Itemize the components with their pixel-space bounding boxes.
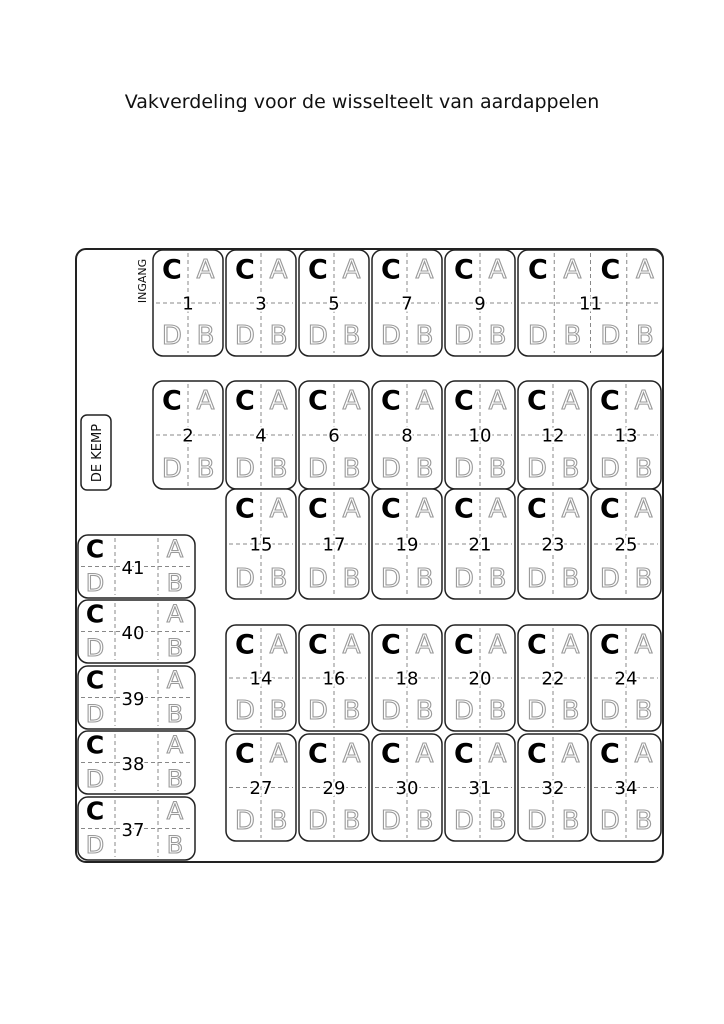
- quadrant-d-letter: D: [380, 321, 401, 351]
- quadrant-d-letter: D: [526, 806, 547, 836]
- plot-number: 17: [322, 534, 346, 556]
- quadrant-d-letter: D: [380, 696, 401, 726]
- quadrant-c-letter: C: [234, 385, 255, 417]
- plot-number: 18: [395, 668, 419, 690]
- quadrant-c-letter: C: [599, 493, 620, 525]
- quadrant-a-letter: A: [561, 630, 580, 660]
- quadrant-d-letter: D: [599, 564, 620, 594]
- quadrant-a-letter: A: [342, 494, 361, 524]
- quadrant-d-letter: D: [85, 700, 105, 728]
- quadrant-b-letter: B: [415, 564, 434, 594]
- quadrant-b-letter: B: [342, 321, 361, 351]
- quadrant-d-letter: D: [453, 321, 474, 351]
- plot-number: 19: [395, 534, 419, 556]
- plot-21: [445, 489, 515, 599]
- quadrant-a-letter: A: [488, 255, 507, 285]
- plot-number: 12: [541, 425, 565, 447]
- plot-number: 2: [182, 425, 194, 447]
- quadrant-a-letter: A: [342, 630, 361, 660]
- plot-number: 27: [249, 778, 273, 799]
- plot-40: [78, 600, 195, 664]
- quadrant-b-letter: B: [488, 696, 507, 726]
- plot-38: [78, 731, 195, 795]
- quadrant-b-letter: B: [196, 454, 215, 484]
- quadrant-a-letter: A: [269, 255, 288, 285]
- quadrant-d-letter: D: [161, 454, 182, 484]
- plot-6: [299, 381, 369, 489]
- quadrant-d-letter: D: [234, 564, 255, 594]
- quadrant-a-letter: A: [561, 494, 580, 524]
- quadrant-b-letter: B: [342, 806, 361, 836]
- quadrant-a-letter: A: [166, 797, 184, 825]
- quadrant-b-letter: B: [488, 321, 507, 351]
- plot-number: 38: [121, 754, 145, 775]
- quadrant-c-letter: C: [85, 665, 105, 695]
- quadrant-a-letter: A: [488, 386, 507, 416]
- quadrant-c-letter: C: [85, 534, 105, 564]
- quadrant-b-letter: B: [342, 564, 361, 594]
- plot-number: 5: [328, 293, 340, 315]
- quadrant-c-letter: C: [161, 254, 182, 286]
- quadrant-a-letter: A: [415, 255, 434, 285]
- quadrant-b-letter: B: [269, 806, 288, 836]
- quadrant-b-letter: B: [342, 696, 361, 726]
- plot-23: [518, 489, 588, 599]
- quadrant-a-letter: A: [415, 386, 434, 416]
- plot-number: 11: [579, 293, 602, 315]
- quadrant-a-letter: A: [563, 255, 582, 285]
- plot-19: [372, 489, 442, 599]
- quadrant-b-letter: B: [269, 454, 288, 484]
- plot-41: [78, 535, 195, 599]
- quadrant-c-letter: C: [234, 738, 255, 770]
- quadrant-c-letter: C: [600, 254, 621, 286]
- quadrant-c-letter: C: [380, 493, 401, 525]
- plot-32: [518, 734, 588, 841]
- quadrant-b-letter: B: [269, 696, 288, 726]
- plot-11: [518, 250, 663, 356]
- plot-20: [445, 625, 515, 731]
- quadrant-a-letter: A: [342, 739, 361, 769]
- quadrant-c-letter: C: [161, 385, 182, 417]
- plot-number: 8: [401, 425, 413, 447]
- quadrant-a-letter: A: [634, 494, 653, 524]
- plot-27: [226, 734, 296, 841]
- quadrant-a-letter: A: [269, 386, 288, 416]
- quadrant-d-letter: D: [234, 321, 255, 351]
- quadrant-d-letter: D: [600, 321, 621, 351]
- quadrant-d-letter: D: [85, 569, 105, 597]
- quadrant-c-letter: C: [380, 254, 401, 286]
- plot-number: 24: [614, 668, 638, 690]
- plot-13: [591, 381, 661, 489]
- plot-31: [445, 734, 515, 841]
- plot-7: [372, 250, 442, 356]
- quadrant-c-letter: C: [234, 493, 255, 525]
- quadrant-a-letter: A: [488, 630, 507, 660]
- plot-2: [153, 381, 223, 489]
- plot-37: [78, 797, 195, 861]
- quadrant-c-letter: C: [234, 254, 255, 286]
- quadrant-a-letter: A: [415, 630, 434, 660]
- quadrant-c-letter: C: [599, 385, 620, 417]
- quadrant-c-letter: C: [526, 629, 547, 661]
- quadrant-a-letter: A: [342, 255, 361, 285]
- quadrant-b-letter: B: [166, 569, 184, 597]
- quadrant-a-letter: A: [634, 386, 653, 416]
- plot-39: [78, 666, 195, 730]
- quadrant-d-letter: D: [85, 831, 105, 859]
- plot-number: 22: [541, 668, 565, 690]
- plot-number: 34: [614, 778, 638, 799]
- plot-number: 20: [468, 668, 492, 690]
- quadrant-c-letter: C: [453, 493, 474, 525]
- plot-24: [591, 625, 661, 731]
- plot-number: 21: [468, 534, 492, 556]
- quadrant-c-letter: C: [380, 385, 401, 417]
- quadrant-d-letter: D: [380, 564, 401, 594]
- plot-number: 30: [395, 778, 419, 799]
- quadrant-d-letter: D: [307, 454, 328, 484]
- quadrant-b-letter: B: [166, 831, 184, 859]
- quadrant-d-letter: D: [599, 806, 620, 836]
- entrance-label: INGANG: [136, 258, 149, 304]
- quadrant-d-letter: D: [234, 696, 255, 726]
- plot-number: 10: [468, 425, 492, 447]
- quadrant-d-letter: D: [234, 454, 255, 484]
- quadrant-b-letter: B: [342, 454, 361, 484]
- plot-number: 9: [474, 293, 486, 315]
- quadrant-a-letter: A: [269, 739, 288, 769]
- quadrant-d-letter: D: [453, 454, 474, 484]
- plot-1: [153, 250, 223, 356]
- plot-number: 32: [541, 778, 565, 799]
- plot-number: 13: [614, 425, 638, 447]
- plot-18: [372, 625, 442, 731]
- quadrant-c-letter: C: [453, 385, 474, 417]
- quadrant-a-letter: A: [488, 739, 507, 769]
- plot-10: [445, 381, 515, 489]
- plot-number: 29: [322, 778, 346, 799]
- plot-16: [299, 625, 369, 731]
- plot-number: 6: [328, 425, 340, 447]
- quadrant-c-letter: C: [599, 738, 620, 770]
- quadrant-b-letter: B: [634, 564, 653, 594]
- page-title: Vakverdeling voor de wisselteelt van aardappelen: [124, 91, 600, 113]
- plot-34: [591, 734, 661, 841]
- plot-number: 40: [121, 623, 145, 644]
- quadrant-d-letter: D: [307, 696, 328, 726]
- quadrant-d-letter: D: [526, 454, 547, 484]
- quadrant-a-letter: A: [415, 739, 434, 769]
- quadrant-a-letter: A: [166, 535, 184, 563]
- plot-number: 3: [255, 293, 267, 315]
- quadrant-d-letter: D: [380, 806, 401, 836]
- quadrant-b-letter: B: [561, 806, 580, 836]
- plot-number: 25: [614, 534, 638, 556]
- quadrant-b-letter: B: [166, 700, 184, 728]
- quadrant-c-letter: C: [453, 254, 474, 286]
- plot-8: [372, 381, 442, 489]
- quadrant-b-letter: B: [415, 454, 434, 484]
- quadrant-c-letter: C: [380, 738, 401, 770]
- quadrant-b-letter: B: [563, 321, 582, 351]
- quadrant-c-letter: C: [453, 629, 474, 661]
- plot-22: [518, 625, 588, 731]
- plot-12: [518, 381, 588, 489]
- quadrant-d-letter: D: [527, 321, 548, 351]
- quadrant-c-letter: C: [85, 730, 105, 760]
- quadrant-d-letter: D: [234, 806, 255, 836]
- plot-5: [299, 250, 369, 356]
- quadrant-a-letter: A: [561, 386, 580, 416]
- quadrant-c-letter: C: [307, 493, 328, 525]
- quadrant-a-letter: A: [635, 255, 654, 285]
- plot-9: [445, 250, 515, 356]
- quadrant-d-letter: D: [161, 321, 182, 351]
- quadrant-a-letter: A: [166, 600, 184, 628]
- quadrant-b-letter: B: [561, 564, 580, 594]
- quadrant-a-letter: A: [561, 739, 580, 769]
- quadrant-b-letter: B: [269, 321, 288, 351]
- quadrant-b-letter: B: [415, 321, 434, 351]
- quadrant-d-letter: D: [453, 696, 474, 726]
- quadrant-b-letter: B: [561, 454, 580, 484]
- plot-15: [226, 489, 296, 599]
- plot-number: 16: [322, 668, 346, 690]
- quadrant-d-letter: D: [526, 564, 547, 594]
- quadrant-d-letter: D: [380, 454, 401, 484]
- quadrant-c-letter: C: [307, 254, 328, 286]
- quadrant-a-letter: A: [196, 386, 215, 416]
- quadrant-a-letter: A: [488, 494, 507, 524]
- quadrant-c-letter: C: [307, 738, 328, 770]
- plot-number: 14: [249, 668, 273, 690]
- quadrant-c-letter: C: [85, 599, 105, 629]
- plot-3: [226, 250, 296, 356]
- plot-30: [372, 734, 442, 841]
- quadrant-a-letter: A: [634, 630, 653, 660]
- plot-4: [226, 381, 296, 489]
- quadrant-b-letter: B: [634, 454, 653, 484]
- plot-number: 1: [182, 293, 194, 315]
- plot-25: [591, 489, 661, 599]
- plot-14: [226, 625, 296, 731]
- plot-number: 7: [401, 293, 413, 315]
- quadrant-c-letter: C: [599, 629, 620, 661]
- quadrant-a-letter: A: [196, 255, 215, 285]
- quadrant-b-letter: B: [196, 321, 215, 351]
- quadrant-b-letter: B: [166, 634, 184, 662]
- quadrant-d-letter: D: [599, 454, 620, 484]
- quadrant-c-letter: C: [526, 738, 547, 770]
- quadrant-d-letter: D: [85, 634, 105, 662]
- quadrant-c-letter: C: [528, 254, 548, 286]
- quadrant-b-letter: B: [415, 806, 434, 836]
- plot-number: 31: [468, 778, 492, 799]
- quadrant-c-letter: C: [526, 493, 547, 525]
- quadrant-b-letter: B: [634, 806, 653, 836]
- quadrant-d-letter: D: [599, 696, 620, 726]
- quadrant-d-letter: D: [453, 564, 474, 594]
- quadrant-b-letter: B: [488, 454, 507, 484]
- quadrant-a-letter: A: [166, 666, 184, 694]
- plot-number: 4: [255, 425, 267, 447]
- quadrant-c-letter: C: [307, 385, 328, 417]
- quadrant-d-letter: D: [453, 806, 474, 836]
- quadrant-c-letter: C: [380, 629, 401, 661]
- quadrant-d-letter: D: [307, 321, 328, 351]
- quadrant-b-letter: B: [635, 321, 654, 351]
- quadrant-c-letter: C: [234, 629, 255, 661]
- quadrant-b-letter: B: [634, 696, 653, 726]
- plot-17: [299, 489, 369, 599]
- quadrant-c-letter: C: [85, 796, 105, 826]
- quadrant-d-letter: D: [85, 765, 105, 793]
- quadrant-c-letter: C: [453, 738, 474, 770]
- quadrant-b-letter: B: [415, 696, 434, 726]
- de-kemp-label: DE KEMP: [90, 423, 105, 483]
- plot-number: 37: [121, 820, 145, 841]
- quadrant-a-letter: A: [634, 739, 653, 769]
- quadrant-c-letter: C: [307, 629, 328, 661]
- quadrant-b-letter: B: [561, 696, 580, 726]
- quadrant-b-letter: B: [269, 564, 288, 594]
- quadrant-b-letter: B: [166, 765, 184, 793]
- quadrant-b-letter: B: [488, 564, 507, 594]
- quadrant-d-letter: D: [307, 806, 328, 836]
- plot-29: [299, 734, 369, 841]
- plot-number: 39: [121, 689, 145, 710]
- quadrant-a-letter: A: [269, 494, 288, 524]
- quadrant-a-letter: A: [342, 386, 361, 416]
- quadrant-a-letter: A: [415, 494, 434, 524]
- quadrant-a-letter: A: [269, 630, 288, 660]
- quadrant-d-letter: D: [526, 696, 547, 726]
- quadrant-c-letter: C: [526, 385, 547, 417]
- plot-number: 23: [541, 534, 565, 556]
- plot-number: 41: [121, 558, 145, 579]
- plot-number: 15: [249, 534, 273, 556]
- quadrant-b-letter: B: [488, 806, 507, 836]
- quadrant-a-letter: A: [166, 731, 184, 759]
- quadrant-d-letter: D: [307, 564, 328, 594]
